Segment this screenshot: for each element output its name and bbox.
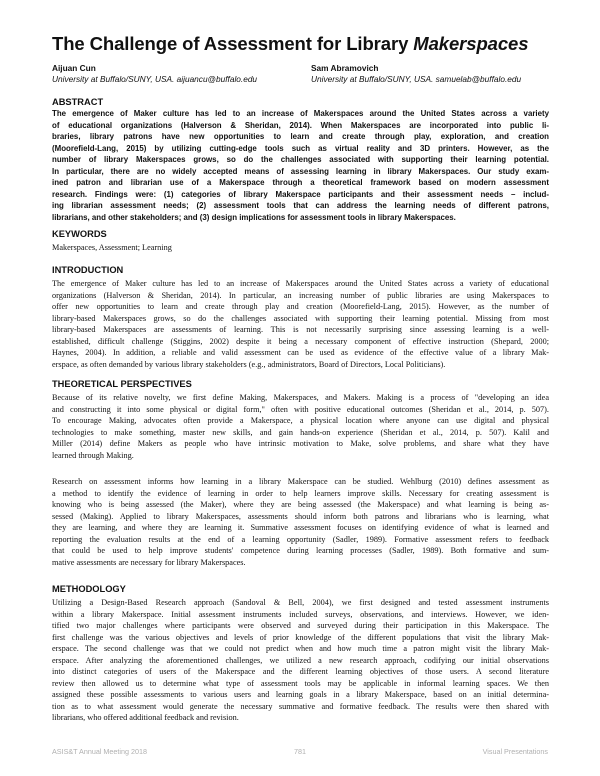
author-block bbox=[52, 63, 257, 84]
keywords-heading: KEYWORDS bbox=[52, 229, 107, 239]
theory-line: knowing who is being assessed (the Maker), where they are being assessed (the Makerspace) and what learning is being as- bbox=[52, 500, 549, 509]
theory-heading: THEORETICAL PERSPECTIVES bbox=[52, 379, 192, 389]
theory-line: they are learning, and where they are learning it. Summative assessment focuses on identifying evidence of what is learned and bbox=[52, 523, 549, 532]
abstract-line: The emergence of Maker culture has led to an increase of Makerspaces around the United States across a variety bbox=[52, 109, 549, 118]
abstract-body bbox=[52, 108, 549, 223]
keywords-text: Makerspaces, Assessment; Learning bbox=[52, 243, 172, 252]
method-line: erspace. After analyzing the aforementioned challenges, we utilized a new research approach, codifying our initial observations bbox=[52, 655, 549, 665]
author-name: Sam Abramovich bbox=[311, 63, 379, 73]
theory-line: sessed (Making). Applied to library Makerspaces, assessments should inform both patrons and librarians who is learning, what bbox=[52, 511, 549, 521]
author-affiliation: University at Buffalo/SUNY, USA. aijuancu@buffalo.edu bbox=[52, 73, 258, 84]
introduction-body bbox=[52, 278, 549, 370]
theory-line: technologies to make something, master new skills, and gain hands-on experience (Sheridan et al., 2014, p. 507). Kalil and bbox=[52, 427, 549, 437]
abstract-line: librarians, and other stakeholders; and (3) design implications for assessment tools in library Makerspaces. bbox=[52, 212, 456, 222]
theory-line: a method to identify the evidence of learning in order to help learners improve skills. Necessary for creating assessment is bbox=[52, 488, 549, 498]
method-line: assigned these possible assessments to various users and learning goals in a library Makerspace, based on an initial determina- bbox=[52, 690, 549, 699]
author-block bbox=[311, 63, 521, 84]
abstract-line: In particular, there are no widely accepted means of assessing learning in library Makerspaces. Our study exam- bbox=[52, 166, 549, 176]
intro-line: The emergence of Maker culture has led to an increase of Makerspaces around the United States across a variety of educational bbox=[52, 279, 549, 288]
method-line: erspace. The second challenge was that we could not predict when and how much time a patron might visit the library Mak- bbox=[52, 644, 549, 653]
theory-line: learned through Making. bbox=[52, 450, 134, 460]
intro-line: organizations (Halverson & Sheridan, 2014). In particular, an increasing number of public libraries are using Makerspaces to bbox=[52, 290, 549, 300]
abstract-heading: ABSTRACT bbox=[52, 97, 104, 107]
intro-line: library-based Makerspaces grows, so do the challenges associated with supporting their learning potential. Missing from most bbox=[52, 313, 549, 323]
theory-line: reporting the evaluation results at the end of a learning opportunity (Sadler, 1989). Formative assessment refers to feedback bbox=[52, 534, 549, 544]
method-line: librarians, who offered additional feedback and revision. bbox=[52, 713, 239, 722]
abstract-line: of educational organizations (Halverson & Sheridan, 2014). When Makerspaces are incorporated into public li- bbox=[52, 120, 549, 130]
author-name: Aijuan Cun bbox=[52, 63, 96, 73]
footer-conference: ASIS&T Annual Meeting 2018 bbox=[52, 747, 147, 756]
intro-line: established, difficult challenge (Stiggins, 2002) despite it being a necessary component of effective instruction (Shepard, 2000; bbox=[52, 336, 549, 346]
paper-title: The Challenge of Assessment for Library Makerspaces bbox=[52, 33, 529, 54]
intro-line: Haynes, 2004). In addition, a reliable and valid assessment can be used as evidence of the effective value of a library Mak- bbox=[52, 348, 549, 357]
intro-line: offer new opportunities to learn and create through play and creation (Moorefield-Lang, 2015). However, as the number of bbox=[52, 302, 549, 311]
abstract-line: ined patron and librarian use of a Makerspace through a theoretical framework based on modern assessment bbox=[52, 178, 549, 187]
method-line: tified two major challenges where participants were observed and surveyed during their participation in this Makerspace. The bbox=[52, 621, 549, 630]
author-affiliation: University at Buffalo/SUNY, USA. samuelab@buffalo.edu bbox=[311, 73, 522, 84]
abstract-line: braries, library patrons have new opportunities to learn and create through play, exploration, and creation bbox=[52, 132, 549, 141]
method-line: first challenge was the various objectives and levels of prior knowledge of the different populations that visit the library Mak- bbox=[52, 632, 549, 642]
theory-line: and constructing it into some physical or digital form," often with positive educational outcomes (Sheridan et al., 2014, p. 507). bbox=[52, 404, 549, 414]
intro-line: erspace, as often demanded by various library stakeholders (e.g., administrators, Board of Directors, Local Politicians). bbox=[52, 359, 446, 369]
theory-line: Research on assessment informs how learning in a library Makerspace can be studied. Wehlburg (2010) defines assessment as bbox=[52, 477, 549, 486]
method-line: into distinct categories of users of the Makerspace and the different learning objectives of those users. A second literature bbox=[52, 667, 549, 676]
abstract-line: (Moorefield-Lang, 2015) by utilizing cutting-edge tools such as virtual reality and 3D printers. However, as the bbox=[52, 143, 549, 153]
intro-line: library-based Makerspaces are assessments of learning. This is not necessarily surprising since assessing learning is a well- bbox=[52, 325, 549, 334]
footer-track: Visual Presentations bbox=[482, 747, 548, 756]
abstract-line: ing librarian assessment needs; (2) assessment tools that can address the learning needs of different patrons, bbox=[52, 201, 549, 210]
theory-line: To encourage Making, advocates often provide a Makerspace, a physical location where anyone can use digital and physical bbox=[52, 416, 549, 425]
theory-line: that could be used to help improve students' competence during learning processes (Sadler, 1989). Both formative and sum- bbox=[52, 546, 549, 555]
theory-line: Miller (2014) define Makers as people who have intrinsic motivation to Make, solve problems, and share what they have bbox=[52, 439, 549, 448]
introduction-heading: INTRODUCTION bbox=[52, 265, 124, 275]
method-line: within a library Makerspace. Initial assessment instruments included surveys, observations, and interviews. However, we iden- bbox=[52, 609, 549, 619]
method-line: review then allowed us to determine what type of assessment tools may be applicable in informal learning spaces. We then bbox=[52, 678, 549, 688]
methodology-body bbox=[52, 597, 549, 724]
abstract-line: research. Findings were: (1) categories of library Makerspace participants and their assessment needs – includ- bbox=[52, 189, 549, 199]
theory-paragraph bbox=[52, 392, 549, 461]
method-line: Utilizing a Design-Based Research approach (Sandoval & Bell, 2004), we first designed and tested assessment instruments bbox=[52, 598, 549, 607]
methodology-heading: METHODOLOGY bbox=[52, 584, 126, 594]
method-line: tion as to what assessment would generate the necessary summative and formative feedback. The results were then shared with bbox=[52, 701, 549, 711]
theory-line: Because of its relative novelty, we first define Making, Makerspaces, and Makers. Making is a process of "developing an idea bbox=[52, 393, 549, 402]
abstract-line: number of library Makerspaces grows, so do the challenges associated with supporting their learning potential. bbox=[52, 155, 549, 164]
footer-page-number: 781 bbox=[294, 747, 306, 756]
theory-line: mative assessments are necessary for library Makerspaces. bbox=[52, 557, 246, 567]
theory-paragraph bbox=[52, 476, 549, 568]
